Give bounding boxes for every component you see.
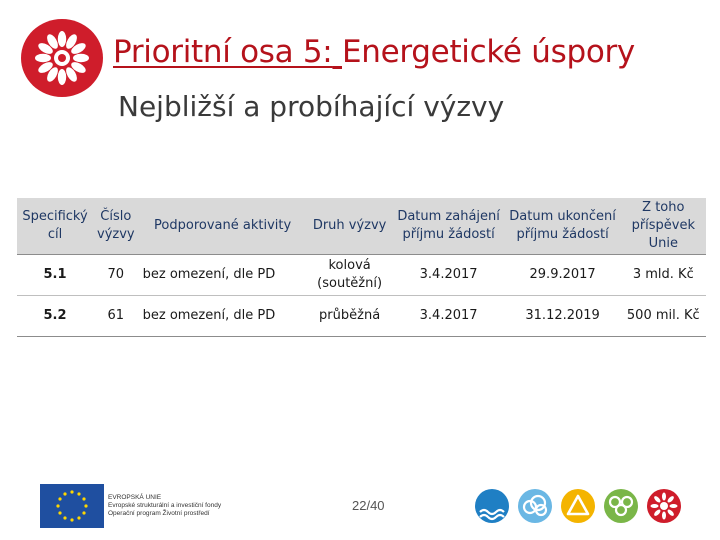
cell-end-date: 31.12.2019	[505, 295, 621, 336]
cell-start-date: 3.4.2017	[393, 295, 505, 336]
table-header-row	[17, 198, 706, 254]
page-number: 22/40	[352, 498, 385, 513]
col-header-start-date: Datum zahájení příjmu žádostí	[393, 198, 505, 254]
col-header-end-date: Datum ukončení příjmu žádostí	[505, 198, 621, 254]
cell-end-date: 29.9.2017	[505, 254, 621, 295]
tree-icon	[603, 488, 639, 524]
col-header-activities: Podporované aktivity	[139, 198, 307, 254]
col-header-call-number: Číslo výzvy	[93, 198, 139, 254]
title-axis: Prioritní osa 5:	[113, 34, 333, 70]
table-row	[17, 295, 706, 336]
col-header-call-type: Druh výzvy	[307, 198, 393, 254]
cell-eu-contribution: 500 mil. Kč	[621, 295, 706, 336]
col-header-specific-goal: Specifický cíl	[17, 198, 93, 254]
water-drop-icon	[474, 488, 510, 524]
eu-programme-label: Operační program Životní prostředí	[108, 510, 210, 518]
sun-logo-icon	[20, 18, 104, 98]
warning-triangle-icon	[560, 488, 596, 524]
sun-icon	[646, 488, 682, 524]
eu-funding-logo	[40, 484, 221, 528]
cell-specific-goal: 5.2	[17, 295, 93, 336]
cell-call-number: 61	[93, 295, 139, 336]
cell-activities: bez omezení, dle PD	[139, 295, 307, 336]
eu-funds-label: Evropské strukturální a investiční fondy	[108, 501, 222, 509]
calls-table	[17, 198, 706, 337]
cell-call-number: 70	[93, 254, 139, 295]
cloud-icon	[517, 488, 553, 524]
priority-axis-icons	[474, 488, 682, 524]
cell-specific-goal: 5.1	[17, 254, 93, 295]
cell-call-type: průběžná	[307, 295, 393, 336]
cell-activities: bez omezení, dle PD	[139, 254, 307, 295]
cell-call-type: kolová (soutěžní)	[307, 254, 393, 295]
cell-eu-contribution: 3 mld. Kč	[621, 254, 706, 295]
table-row	[17, 254, 706, 295]
eu-text-block	[108, 494, 221, 518]
col-header-eu-contribution: Z toho příspěvek Unie	[621, 198, 706, 254]
title-topic: Energetické úspory	[342, 34, 635, 70]
page-subtitle: Nejbližší a probíhající výzvy	[118, 90, 505, 123]
cell-start-date: 3.4.2017	[393, 254, 505, 295]
eu-flag-icon	[40, 484, 104, 528]
page-title	[113, 34, 635, 70]
eu-union-label: EVROPSKÁ UNIE	[108, 493, 162, 501]
